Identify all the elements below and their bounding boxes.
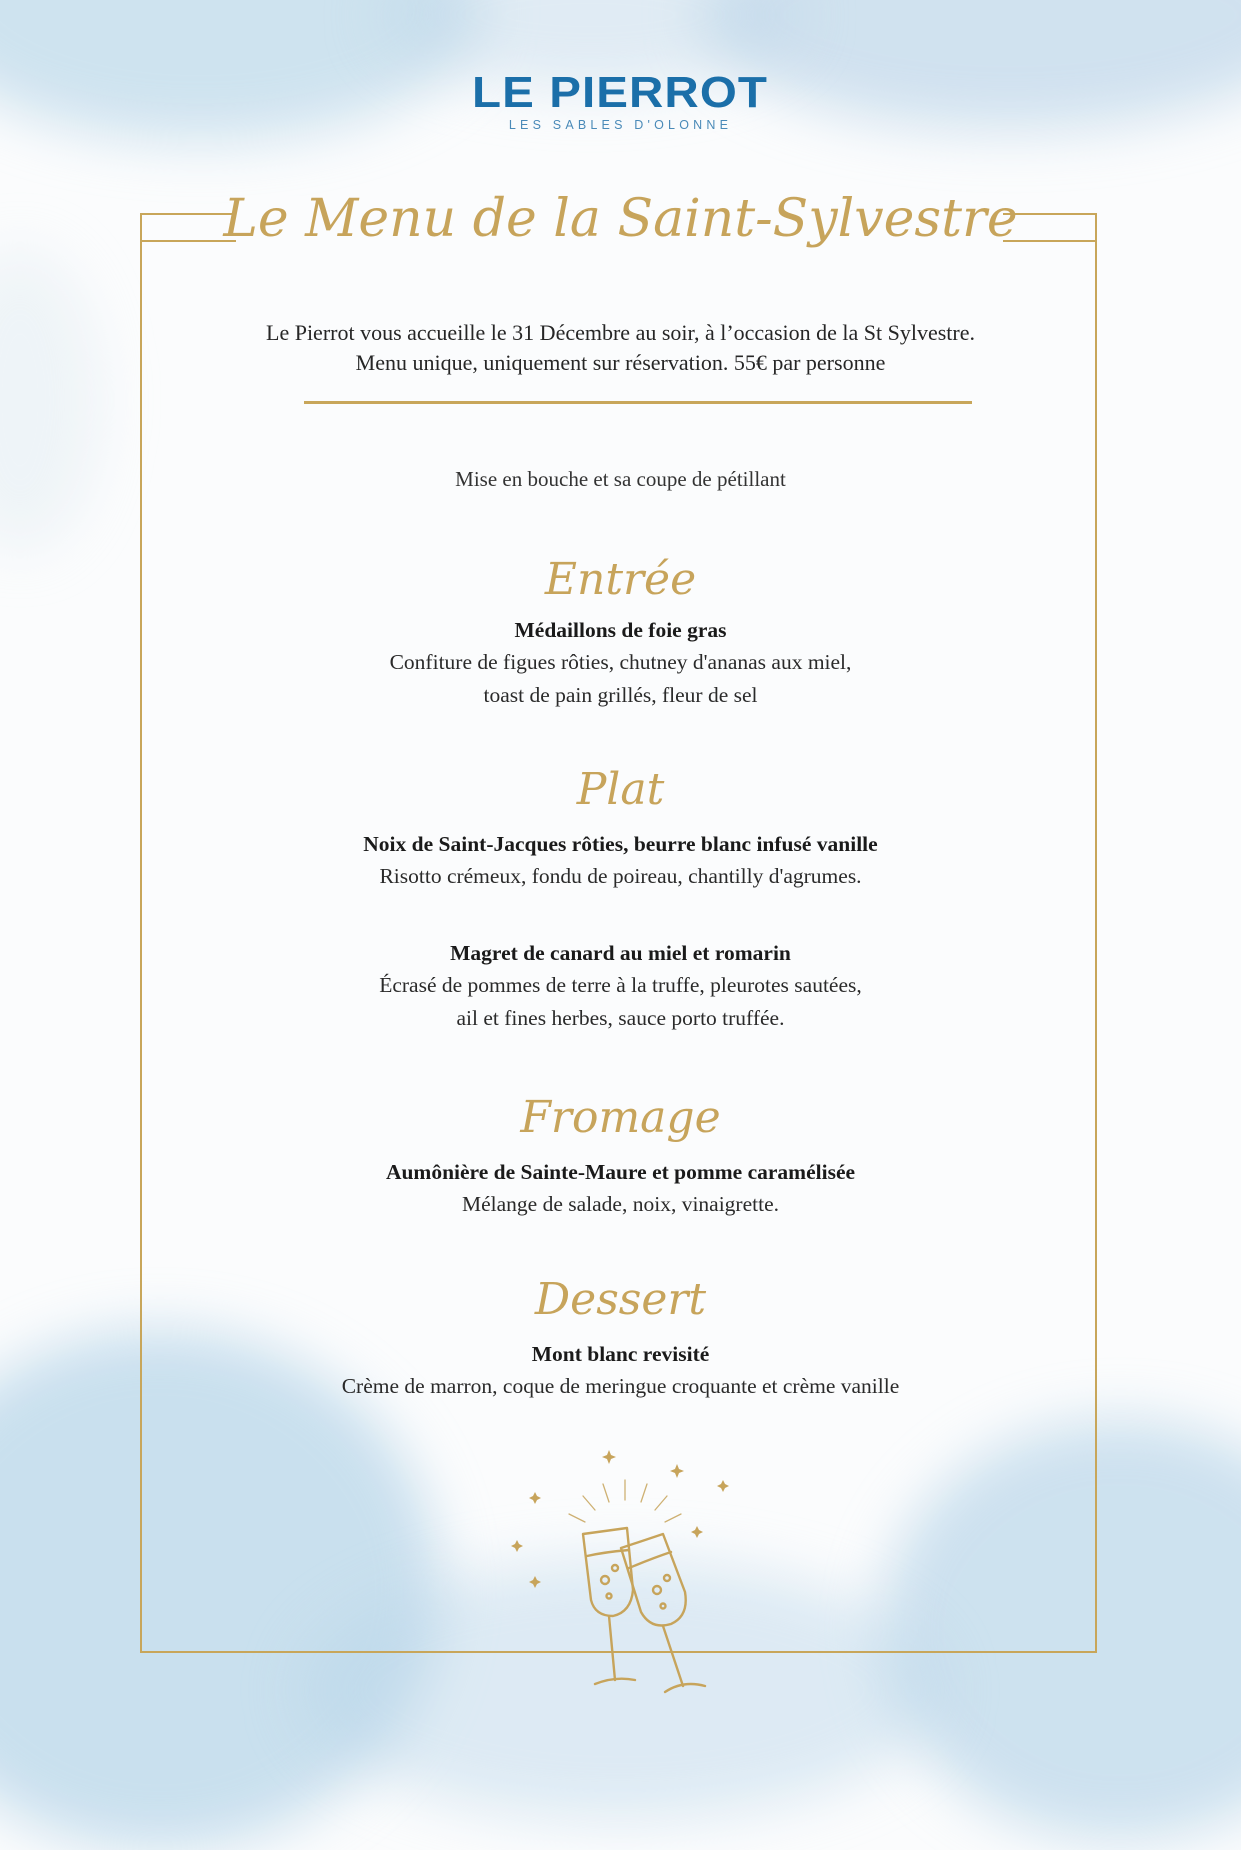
dish-plat-2 (0, 937, 1241, 1035)
dish-description: Écrasé de pommes de terre à la truffe, pleurotes sautées, (379, 973, 862, 997)
amuse-bouche: Mise en bouche et sa coupe de pétillant (455, 467, 786, 491)
dish-description: Risotto crémeux, fondu de poireau, chantilly d'agrumes. (379, 864, 862, 888)
dish-description: Mélange de salade, noix, vinaigrette. (461, 1192, 779, 1216)
course-title-fromage: Fromage (520, 1092, 721, 1143)
menu-title: Le Menu de la Saint-Sylvestre (223, 189, 1018, 249)
divider-rule (304, 401, 972, 404)
dish-entree-1 (0, 614, 1241, 712)
right-glass (621, 1534, 705, 1692)
dish-name: Aumônière de Sainte-Maure et pomme caramélisée (385, 1160, 856, 1184)
dish-name: Magret de canard au miel et romarin (450, 941, 791, 965)
intro-text (0, 318, 1241, 378)
dish-plat-1 (0, 828, 1241, 893)
dish-fromage-1 (0, 1156, 1241, 1221)
course-title-plat: Plat (576, 764, 665, 815)
dish-description: toast de pain grillés, fleur de sel (483, 683, 758, 707)
dish-dessert-1 (0, 1338, 1241, 1403)
brand-name: LE PIERROT (472, 68, 769, 117)
dish-description: Confiture de figues rôties, chutney d'ananas aux miel, (389, 650, 852, 674)
brand-logo (0, 70, 1241, 132)
dish-description: Crème de marron, coque de meringue croquante et crème vanille (341, 1374, 900, 1398)
watercolor-wash (0, 250, 100, 550)
brand-location: LES SABLES D'OLONNE (508, 118, 733, 132)
dish-name: Noix de Saint-Jacques rôties, beurre blanc infusé vanille (363, 832, 878, 856)
champagne-toast-icon (505, 1440, 745, 1700)
star-icons (511, 1450, 729, 1588)
dish-description: ail et fines herbes, sauce porto truffée. (456, 1006, 785, 1030)
intro-line: Menu unique, uniquement sur réservation. 55€ par personne (355, 350, 886, 375)
intro-line: Le Pierrot vous accueille le 31 Décembre au soir, à l’occasion de la St Sylvestre. (266, 320, 975, 345)
dish-name: Médaillons de foie gras (514, 618, 727, 642)
course-title-dessert: Dessert (534, 1274, 707, 1325)
course-title-entree: Entrée (544, 554, 697, 605)
left-glass (583, 1528, 635, 1684)
dish-name: Mont blanc revisité (531, 1342, 710, 1366)
sparkle-rays (569, 1480, 681, 1522)
